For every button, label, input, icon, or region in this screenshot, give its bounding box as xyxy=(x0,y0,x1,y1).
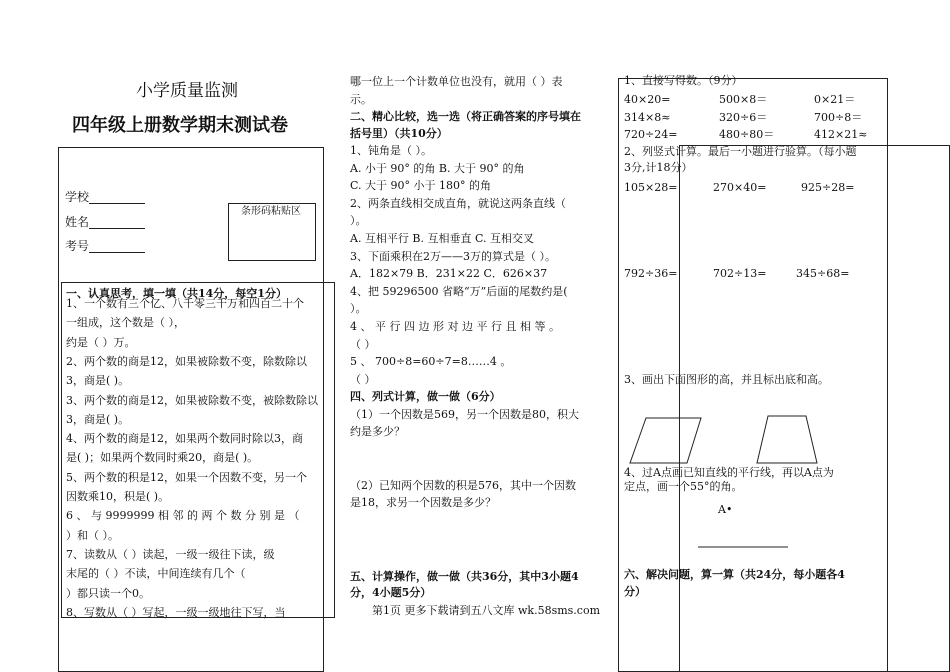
section1-line-9: 是( )；如果两个数同时乘20，商是( )。 xyxy=(66,451,259,465)
section2-line-8: A．182×79 B．231×22 C．626×37 xyxy=(350,267,548,281)
section1-line-16: ）都只读一个0。 xyxy=(66,586,150,600)
q4-2-line-1: （2）已知两个因数的积是576，其中一个因数 xyxy=(350,479,576,492)
exam-subtitle: 小学质量监测 xyxy=(136,81,238,101)
section1-line-13: ）和（ ）。 xyxy=(66,528,119,542)
section2-line-2: A. 小于 90° 的角 B. 大于 90° 的角 xyxy=(350,161,525,175)
school-label: 学校 xyxy=(65,190,145,204)
section4-heading: 四、列式计算，做一做（6分） xyxy=(350,390,501,403)
section2-line-14: （ ） xyxy=(350,372,376,386)
section5-heading-line-1: 五、计算操作，做一做（共36分，其中3小题4 xyxy=(350,570,579,583)
name-label: 姓名 xyxy=(65,215,145,229)
section1-line-2: 一组成，这个数是（ ）， xyxy=(66,316,185,330)
section1-heading: 一、认真思考，填一填（共14分，每空1分） xyxy=(66,287,287,300)
vertical-calc-row2-cell-1: 792÷36= xyxy=(624,267,678,280)
section1-line-7: 3，商是( )。 xyxy=(66,412,130,426)
section1-line-8: 4、两个数的商是12，如果两个数同时除以3，商 xyxy=(66,432,303,446)
mental-math-row-3-cell-2: 480÷80＝ xyxy=(719,128,775,141)
col3-q1-heading: 1、直接写得数。（9分） xyxy=(624,74,743,87)
section6-heading-line-1: 六、解决问题，算一算（共24分，每小题各4 xyxy=(624,568,845,581)
section2-line-10: ）。 xyxy=(350,302,367,316)
section1-line-6: 3、两个数的商是12，如果被除数不变，被除数除以 xyxy=(66,393,318,407)
q4-1-line-2: 约是多少？ xyxy=(350,425,405,438)
section2-line-1: 1、钝角是（ ）。 xyxy=(350,144,432,157)
section1-line-17: 8、写数从（ ）写起，一级一级地往下写，当 xyxy=(66,605,286,619)
vertical-calc-row2-cell-2: 702÷13= xyxy=(713,267,767,280)
vertical-calc-row2-cell-3: 345÷68= xyxy=(796,267,850,280)
col3-q2-heading-line-1: 2、列竖式计算。最后一小题进行验算。（每小题 xyxy=(624,145,857,158)
parallelogram-shape xyxy=(630,418,701,463)
section1-line-14: 7、读数从（ ）读起，一级一级往下读，级 xyxy=(66,547,275,561)
section2-line-3: C. 大于 90° 小于 180° 的角 xyxy=(350,179,491,193)
section2-line-7: 3、下面乘积在2万——3万的算式是（ ）。 xyxy=(350,249,556,263)
section2-line-5: ）。 xyxy=(350,214,367,228)
section1-line-12: 6 、 与 9999999 相 邻 的 两 个 数 分 别 是 （ xyxy=(66,509,300,523)
col2-cont-line-1: 哪一位上一个计数单位也没有，就用（ ）表 xyxy=(350,75,563,88)
col3-q4-line-1: 4、过A点画已知直线的平行线，再以A点为 xyxy=(624,466,834,479)
section1-line-5: 3，商是( )。 xyxy=(66,374,130,388)
mental-math-row-1-cell-2: 500×8＝ xyxy=(719,93,768,106)
mental-math-row-3-cell-3: 412×21≈ xyxy=(814,128,868,141)
col3-q4-line-2: 定点，画一个55°的角。 xyxy=(624,480,743,493)
section1-line-1: 1、一个数有三个亿、八千零三千万和四百二十个 xyxy=(66,297,304,310)
section1-line-4: 2、两个数的商是12，如果被除数不变，除数除以 xyxy=(66,354,307,368)
section2-line-4: 2、两条直线相交成直角，就说这两条直线（ xyxy=(350,196,566,210)
section2-line-6: A. 互相平行 B. 互相垂直 C. 互相交叉 xyxy=(350,232,535,245)
section2-line-12: （ ） xyxy=(350,337,376,351)
vertical-calc-row1-cell-1: 105×28= xyxy=(624,181,678,194)
point-a-label: A• xyxy=(718,503,733,516)
mental-math-row-1-cell-1: 40×20= xyxy=(624,93,671,106)
col2-cont-line-2: 示。 xyxy=(350,93,372,106)
trapezoid-shape xyxy=(757,416,817,463)
mental-math-row-2-cell-1: 314×8≈ xyxy=(624,110,671,124)
section5-heading-line-2: 分，4小题5分） xyxy=(350,586,432,599)
exam-title: 四年级上册数学期末测试卷 xyxy=(72,115,288,136)
mental-math-row-2-cell-3: 700÷8＝ xyxy=(814,110,863,124)
section2-heading-line-1: 二、精心比较，选一选（将正确答案的序号填在 xyxy=(350,110,581,123)
section2-line-13: 5 、 700÷8=60÷7=8……4 。 xyxy=(350,355,512,369)
col3-q2-heading-line-2: 3分,计18分） xyxy=(624,161,693,174)
exam-no-label: 考号 xyxy=(65,239,145,253)
section6-heading-line-2: 分） xyxy=(624,585,646,598)
vertical-calc-row1-cell-3: 925÷28= xyxy=(801,181,855,194)
q4-1-line-1: （1）一个因数是569，另一个因数是80，积大 xyxy=(350,408,579,421)
col3-q3: 3、画出下面图形的高，并且标出底和高。 xyxy=(624,373,829,386)
section1-line-3: 约是（ ）万。 xyxy=(66,335,136,349)
mental-math-row-2-cell-2: 320÷6＝ xyxy=(719,110,768,124)
section1-line-11: 因数乘10，积是( )。 xyxy=(66,490,170,503)
q4-2-line-2: 是18，求另一个因数是多少？ xyxy=(350,496,496,509)
section1-line-10: 5、两个数的积是12，如果一个因数不变，另一个 xyxy=(66,470,307,484)
page-footer: 第1页 更多下载请到五八文库 wk.58sms.com xyxy=(372,604,600,617)
section2-heading-line-2: 括号里）（共10分） xyxy=(350,127,448,140)
section1-line-15: 末尾的（ ）不读，中间连续有几个（ xyxy=(66,567,246,581)
section2-line-11: 4 、 平 行 四 边 形 对 边 平 行 且 相 等 。 xyxy=(350,320,560,333)
mental-math-row-1-cell-3: 0×21＝ xyxy=(814,93,856,106)
section2-line-9: 4、把 59296500 省略“万”后面的尾数约是( xyxy=(350,284,568,298)
barcode-label: 条形码粘贴区 xyxy=(241,206,301,217)
mental-math-row-3-cell-1: 720÷24= xyxy=(624,128,678,141)
vertical-calc-row1-cell-2: 270×40= xyxy=(713,181,767,194)
